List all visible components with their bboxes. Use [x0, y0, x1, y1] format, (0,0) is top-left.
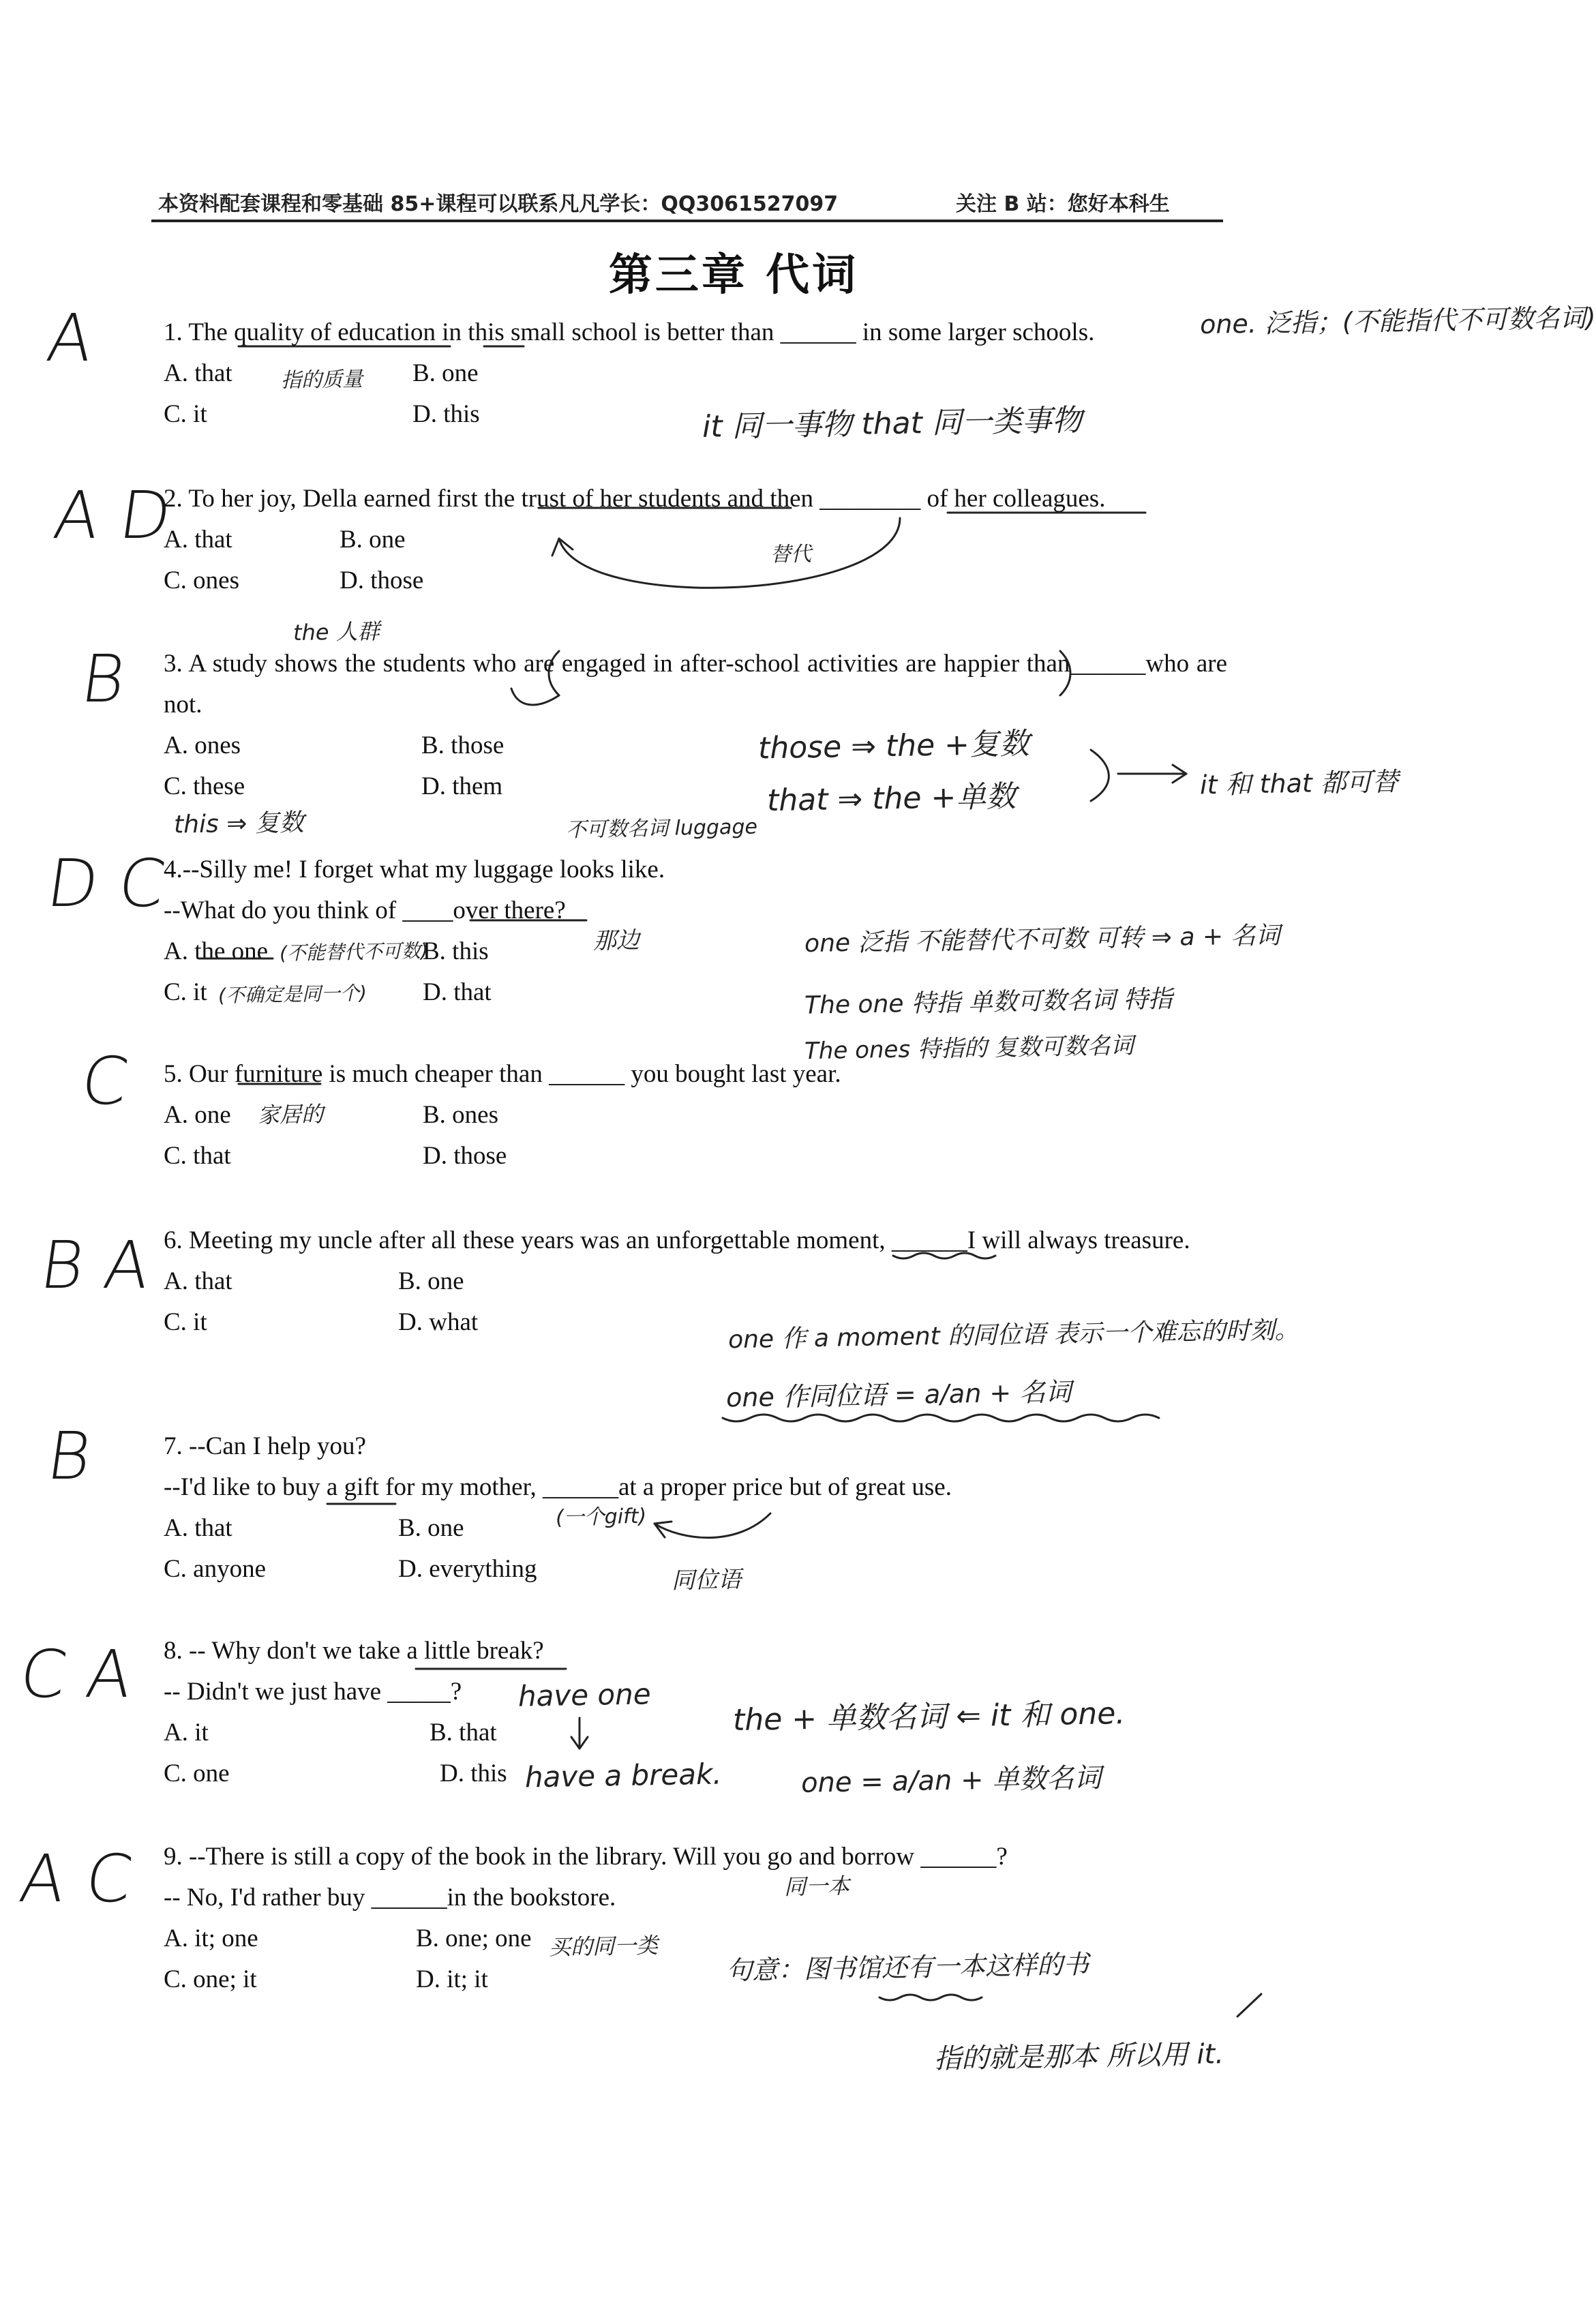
hook-q3 — [511, 689, 559, 705]
question-stem-2: -- No, I'd rather buy ______in the bookstore. — [164, 1884, 616, 1912]
option-d: D. that — [423, 978, 492, 1006]
note-q4-there: 那边 — [592, 926, 640, 955]
note-q3-it-that: it 和 that 都可替 — [1199, 766, 1399, 800]
option-d: D. them — [421, 772, 503, 800]
question-stem: 5. Our furniture is much cheaper than ______ you bought last year. — [164, 1060, 841, 1088]
option-d: D. those — [423, 1142, 507, 1170]
option-a: A. that — [164, 1267, 232, 1295]
option-b: B. one — [340, 526, 406, 554]
note-q3-those: those ⇒ the +复数 — [757, 726, 1030, 766]
handwritten-answer-6: B A — [35, 1227, 155, 1303]
question-stem: 7. --Can I help you? — [164, 1432, 366, 1460]
handwritten-answer-1: A — [42, 300, 98, 376]
note-q4-the-ones: The ones 特指的 复数可数名词 — [804, 1031, 1134, 1066]
option-a: A. it; one — [164, 1924, 258, 1952]
option-c: C. that — [164, 1142, 231, 1170]
brace-q3 — [1091, 750, 1109, 801]
note-q8-have-one: have one — [517, 1677, 651, 1713]
question-stem: 4.--Silly me! I forget what my luggage looks like. — [164, 856, 665, 883]
arc-arrow-q2 — [559, 518, 900, 588]
note-q2-replace: 替代 — [770, 542, 812, 567]
option-c: C. it — [164, 400, 207, 428]
note-q9-same: 同一本 — [783, 1873, 850, 1900]
option-c: C. it — [164, 1308, 207, 1336]
arrowhead-q7 — [654, 1522, 672, 1537]
note-q6-moment: one 作 a moment 的同位语 表示一个难忘的时刻。 — [727, 1316, 1299, 1355]
handwritten-answer-9: A C — [15, 1841, 138, 1917]
question-stem: 9. --There is still a copy of the book in the library. Will you go and borrow ______? — [164, 1843, 1008, 1871]
note-q1-one: one. 泛指；(不能指代不可数名词) — [1199, 302, 1596, 340]
option-c: C. anyone — [164, 1555, 267, 1583]
option-a: A. that — [164, 1514, 232, 1542]
option-c: C. these — [164, 772, 245, 800]
note-q3-that: that ⇒ the +单数 — [766, 779, 1017, 819]
note-q6-appositive: one 作同位语 = a/an + 名词 — [725, 1376, 1072, 1413]
note-q5-furniture: 家居的 — [257, 1101, 324, 1128]
note-q4-luggage: 不可数名词 luggage — [565, 815, 758, 843]
question-stem-2: -- Didn't we just have _____? — [164, 1678, 462, 1706]
note-q1-it-that: it 同一事物 that 同一类事物 — [702, 403, 1083, 444]
wavy-moment — [893, 1253, 995, 1258]
note-q9-meaning: 句意：图书馆还有一本这样的书 — [725, 1949, 1089, 1986]
note-q7-appositive: 同位语 — [671, 1566, 742, 1595]
option-a: A. the one — [164, 937, 269, 965]
question-stem: 2. To her joy, Della earned first the trust of her students and then ________ of her colleagues. — [164, 485, 1106, 513]
question-stem: 8. -- Why don't we take a little break? — [164, 1637, 544, 1665]
note-q4-a: (不能替代不可数) — [279, 939, 429, 965]
option-d: D. it; it — [416, 1965, 488, 1993]
note-q9-same-kind: 买的同一类 — [548, 1932, 659, 1961]
option-d: D. everything — [398, 1555, 537, 1583]
option-d: D. this — [440, 1759, 507, 1787]
option-b: B. ones — [423, 1101, 498, 1129]
option-a: A. ones — [164, 731, 241, 759]
question-stem-2: --What do you think of ____over there? — [164, 896, 566, 924]
option-a: A. one — [164, 1101, 231, 1129]
option-c: C. ones — [164, 567, 239, 594]
header-right-text: 关注 B 站：您好本科生 — [956, 192, 1170, 216]
question-stem-2: --I'd like to buy a gift for my mother, ______at a proper price but of great use. — [164, 1473, 952, 1501]
handwritten-answer-8: C A — [15, 1636, 138, 1712]
note-q8-have-break: have a break. — [524, 1757, 723, 1794]
option-b: B. one; one — [416, 1924, 532, 1952]
wavy-q9 — [879, 1995, 982, 2000]
option-b: B. one — [412, 359, 479, 387]
option-b: B. this — [423, 937, 489, 965]
option-a: A. it — [164, 1719, 209, 1747]
bracket-close-q3 — [1060, 651, 1070, 695]
bracket-open-q3 — [549, 651, 559, 695]
note-q4-c: (不确定是同一个) — [217, 982, 367, 1007]
option-d: D. what — [398, 1308, 479, 1336]
question-stem: 3. A study shows the students who are engaged in after-school activities are happier than______who are not. — [164, 650, 1227, 719]
option-b: B. one — [398, 1267, 464, 1295]
option-c: C. one — [164, 1759, 230, 1787]
note-q8-the: the + 单数名词 ⇐ it 和 one. — [732, 1695, 1126, 1738]
note-q3-this: this ⇒ 复数 — [173, 809, 305, 839]
option-c: C. one; it — [164, 1965, 257, 1993]
arrow-q7 — [654, 1513, 770, 1538]
note-q7-gift: (一个gift) — [555, 1504, 647, 1530]
wavy-appositive — [723, 1415, 1159, 1421]
option-a: A. that — [164, 359, 232, 387]
question-stem: 6. Meeting my uncle after all these years was an unforgettable moment, ______I will always treasure. — [164, 1226, 1190, 1254]
option-c: C. it — [164, 978, 207, 1006]
note-q4-one: one 泛指 不能替代不可数 可转 ⇒ a + 名词 — [804, 921, 1280, 958]
chapter-title: 第三章 代词 — [608, 250, 859, 301]
note-q9-it: 指的就是那本 所以用 it. — [933, 2038, 1224, 2075]
option-b: B. one — [398, 1514, 464, 1542]
slash-q9 — [1237, 1994, 1261, 2017]
note-q8-one: one = a/an + 单数名词 — [800, 1762, 1102, 1799]
header-left-text: 本资料配套课程和零基础 85+课程可以联系凡凡学长：QQ3061527097 — [158, 192, 839, 216]
option-d: D. this — [412, 400, 480, 428]
option-b: B. those — [421, 731, 505, 759]
option-a: A. that — [164, 526, 232, 554]
option-b: B. that — [430, 1719, 497, 1747]
note-q1-quality: 指的质量 — [280, 367, 363, 393]
question-stem: 1. The quality of education in this small school is better than ______ in some larger schools. — [164, 318, 1095, 346]
note-q4-the-one: The one 特指 单数可数名词 特指 — [804, 985, 1173, 1020]
handwritten-answer-2: A D — [49, 477, 176, 554]
note-q3-people: the 人群 — [292, 618, 380, 646]
handwritten-answer-7: B — [42, 1418, 96, 1494]
option-d: D. those — [340, 567, 424, 594]
handwritten-answer-5: C — [76, 1043, 133, 1119]
handwritten-answer-3: B — [76, 641, 130, 717]
handwritten-answer-4: D C — [42, 845, 170, 922]
